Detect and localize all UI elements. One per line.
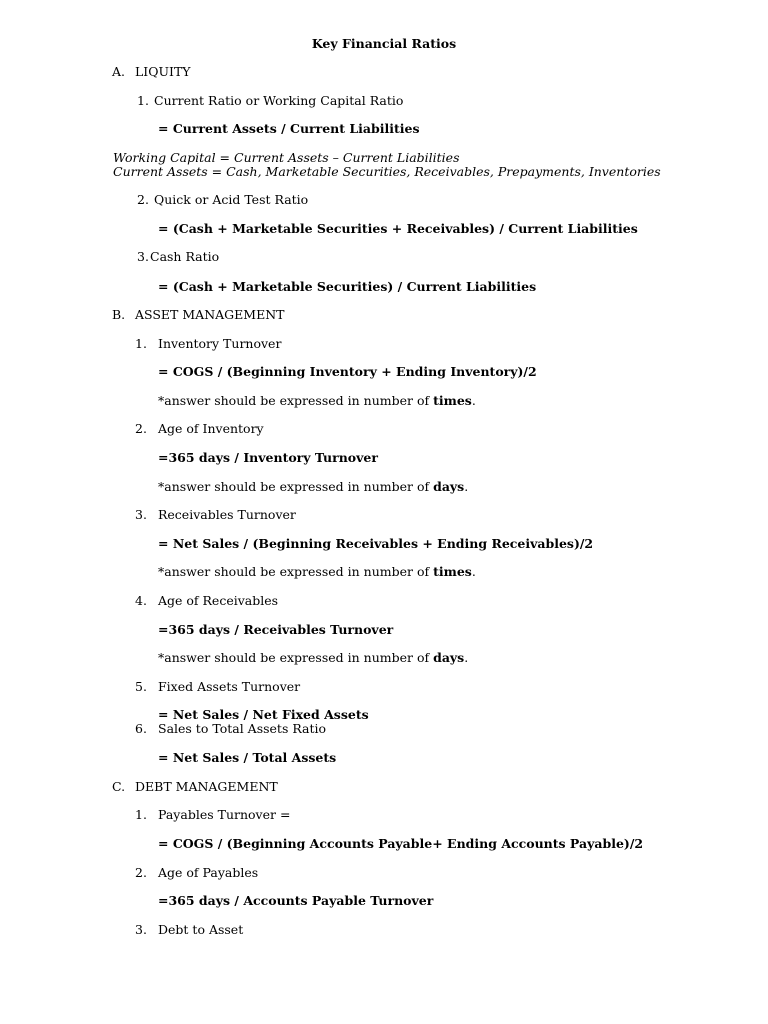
section-a-letter: A. [112,64,126,79]
age-inventory-number: 2. [135,421,147,436]
current-ratio-number: 1. [137,93,149,108]
sales-total-assets-name: Sales to Total Assets Ratio [158,721,327,736]
age-inventory-formula: =365 days / Inventory Turnover [158,450,378,465]
age-receivables-name: Age of Receivables [158,593,279,608]
payables-turnover-formula: = COGS / (Beginning Accounts Payable+ Ending Accounts Payable)/2 [158,836,644,851]
payables-turnover-number: 1. [135,807,147,822]
working-capital-note: Working Capital = Current Assets – Current Liabilities [113,150,460,165]
age-payables-name: Age of Payables [158,865,259,880]
fixed-assets-name: Fixed Assets Turnover [158,679,301,694]
age-payables-number: 2. [135,865,147,880]
section-a-heading: LIQUITY [135,64,191,79]
cash-ratio-formula: = (Cash + Marketable Securities) / Current Liabilities [158,279,537,294]
age-inventory-note: *answer should be expressed in number of days. [158,479,469,494]
age-receivables-formula: =365 days / Receivables Turnover [158,622,394,637]
fixed-assets-number: 5. [135,679,147,694]
current-ratio-formula: = Current Assets / Current Liabilities [158,121,420,136]
age-receivables-number: 4. [135,593,147,608]
age-payables-formula: =365 days / Accounts Payable Turnover [158,893,434,908]
receivables-turnover-number: 3. [135,507,147,522]
current-assets-note: Current Assets = Cash, Marketable Securities, Receivables, Prepayments, Inventories [113,164,661,179]
quick-ratio-formula: = (Cash + Marketable Securities + Receivables) / Current Liabilities [158,221,638,236]
section-c-heading: DEBT MANAGEMENT [135,779,278,794]
debt-to-asset-number: 3. [135,922,147,937]
inventory-turnover-name: Inventory Turnover [158,336,282,351]
section-b-heading: ASSET MANAGEMENT [135,307,285,322]
payables-turnover-name: Payables Turnover = [158,807,291,822]
page-title: Key Financial Ratios [311,36,457,51]
cash-ratio-number: 3. [137,249,149,264]
inventory-turnover-note: *answer should be expressed in number of times. [158,393,476,408]
fixed-assets-formula: = Net Sales / Net Fixed Assets [158,707,369,722]
current-ratio-name: Current Ratio or Working Capital Ratio [154,93,404,108]
sales-total-assets-number: 6. [135,721,147,736]
receivables-turnover-formula: = Net Sales / (Beginning Receivables + Ending Receivables)/2 [158,536,594,551]
quick-ratio-number: 2. [137,192,149,207]
age-inventory-name: Age of Inventory [158,421,264,436]
age-receivables-note: *answer should be expressed in number of days. [158,650,469,665]
sales-total-assets-formula: = Net Sales / Total Assets [158,750,337,765]
section-b-letter: B. [112,307,126,322]
inventory-turnover-formula: = COGS / (Beginning Inventory + Ending Inventory)/2 [158,364,537,379]
inventory-turnover-number: 1. [135,336,147,351]
cash-ratio-name: Cash Ratio [150,249,220,264]
receivables-turnover-name: Receivables Turnover [158,507,296,522]
quick-ratio-name: Quick or Acid Test Ratio [154,192,309,207]
debt-to-asset-name: Debt to Asset [158,922,244,937]
receivables-turnover-note: *answer should be expressed in number of times. [158,564,476,579]
section-c-letter: C. [112,779,126,794]
